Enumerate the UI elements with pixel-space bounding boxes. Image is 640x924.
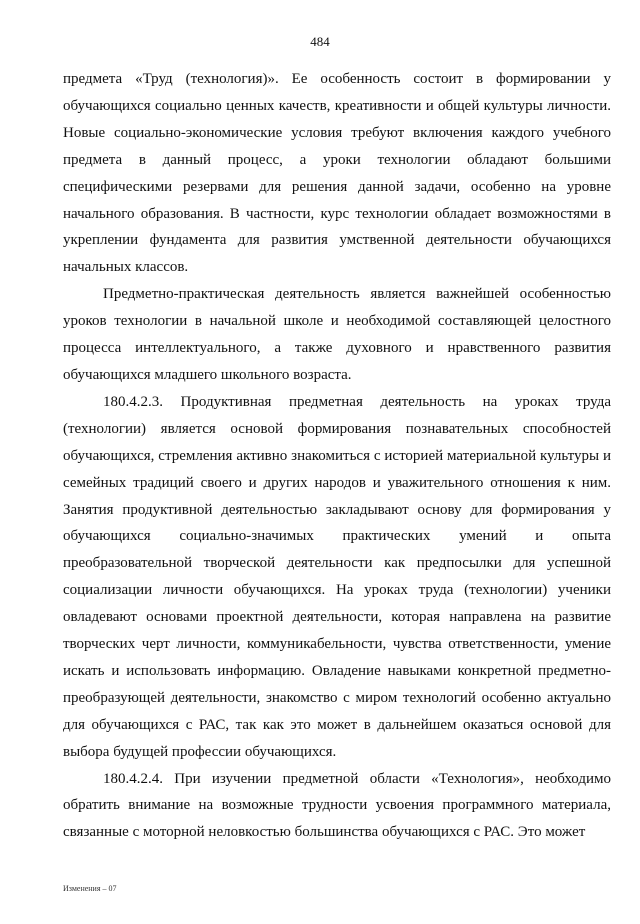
page-number: 484 — [310, 34, 330, 49]
paragraph-180-4-2-4: 180.4.2.4. При изучении предметной области «Технология», необходимо обратить внимание на возможные трудности усвоения программного материала, связанные с моторной неловкостью большинства обучающихся с РАС. Это может — [63, 770, 611, 841]
footer-revision-note: Изменения – 07 — [63, 884, 117, 893]
document-body — [63, 66, 611, 846]
paragraph-180-4-2-3: 180.4.2.3. Продуктивная предметная деятельность на уроках труда (технологии) является основой формирования познавательных способностей обучающихся, стремления активно знакомиться с историей материальной культуры и семейных традиций своего и других народов и уважительного отношения к ним. Занятия продуктивной деятельностью закладывают основу для формирования у обучающихся социально-значимых практических умений и опыта преобразовательной творческой деятельности как предпосылки для успешной социализации личности обучающихся. На уроках труда (технологии) ученики овладевают основами проектной деятельности, которая направлена на развитие творческих черт личности, коммуникабельности, чувства ответственности, умение искать и использовать информацию. Овладение навыками конкретной предметно-преобразующей деятельности, знакомство с миром технологий особенно актуально для обучающихся с РАС, так как это может в дальнейшем оказаться основой для выбора будущей профессии обучающихся. — [63, 393, 611, 760]
paragraph-continuation: предмета «Труд (технология)». Ее особенность состоит в формировании у обучающихся социально ценных качеств, креативности и общей культуры личности. Новые социально-экономические условия требуют включения каждого учебного предмета в данный процесс, а уроки технологии обладают большими специфическими резервами для решения данной задачи, особенно на уровне начального образования. В частности, курс технологии обладает возможностями в укреплении фундамента для развития умственной деятельности обучающихся начальных классов. — [63, 71, 611, 276]
paragraph-subject-practical-activity: Предметно-практическая деятельность является важнейшей особенностью уроков технологии в начальной школе и необходимой составляющей целостного процесса интеллектуального, а также духовного и нравственного развития обучающихся младшего школьного возраста. — [63, 286, 611, 383]
